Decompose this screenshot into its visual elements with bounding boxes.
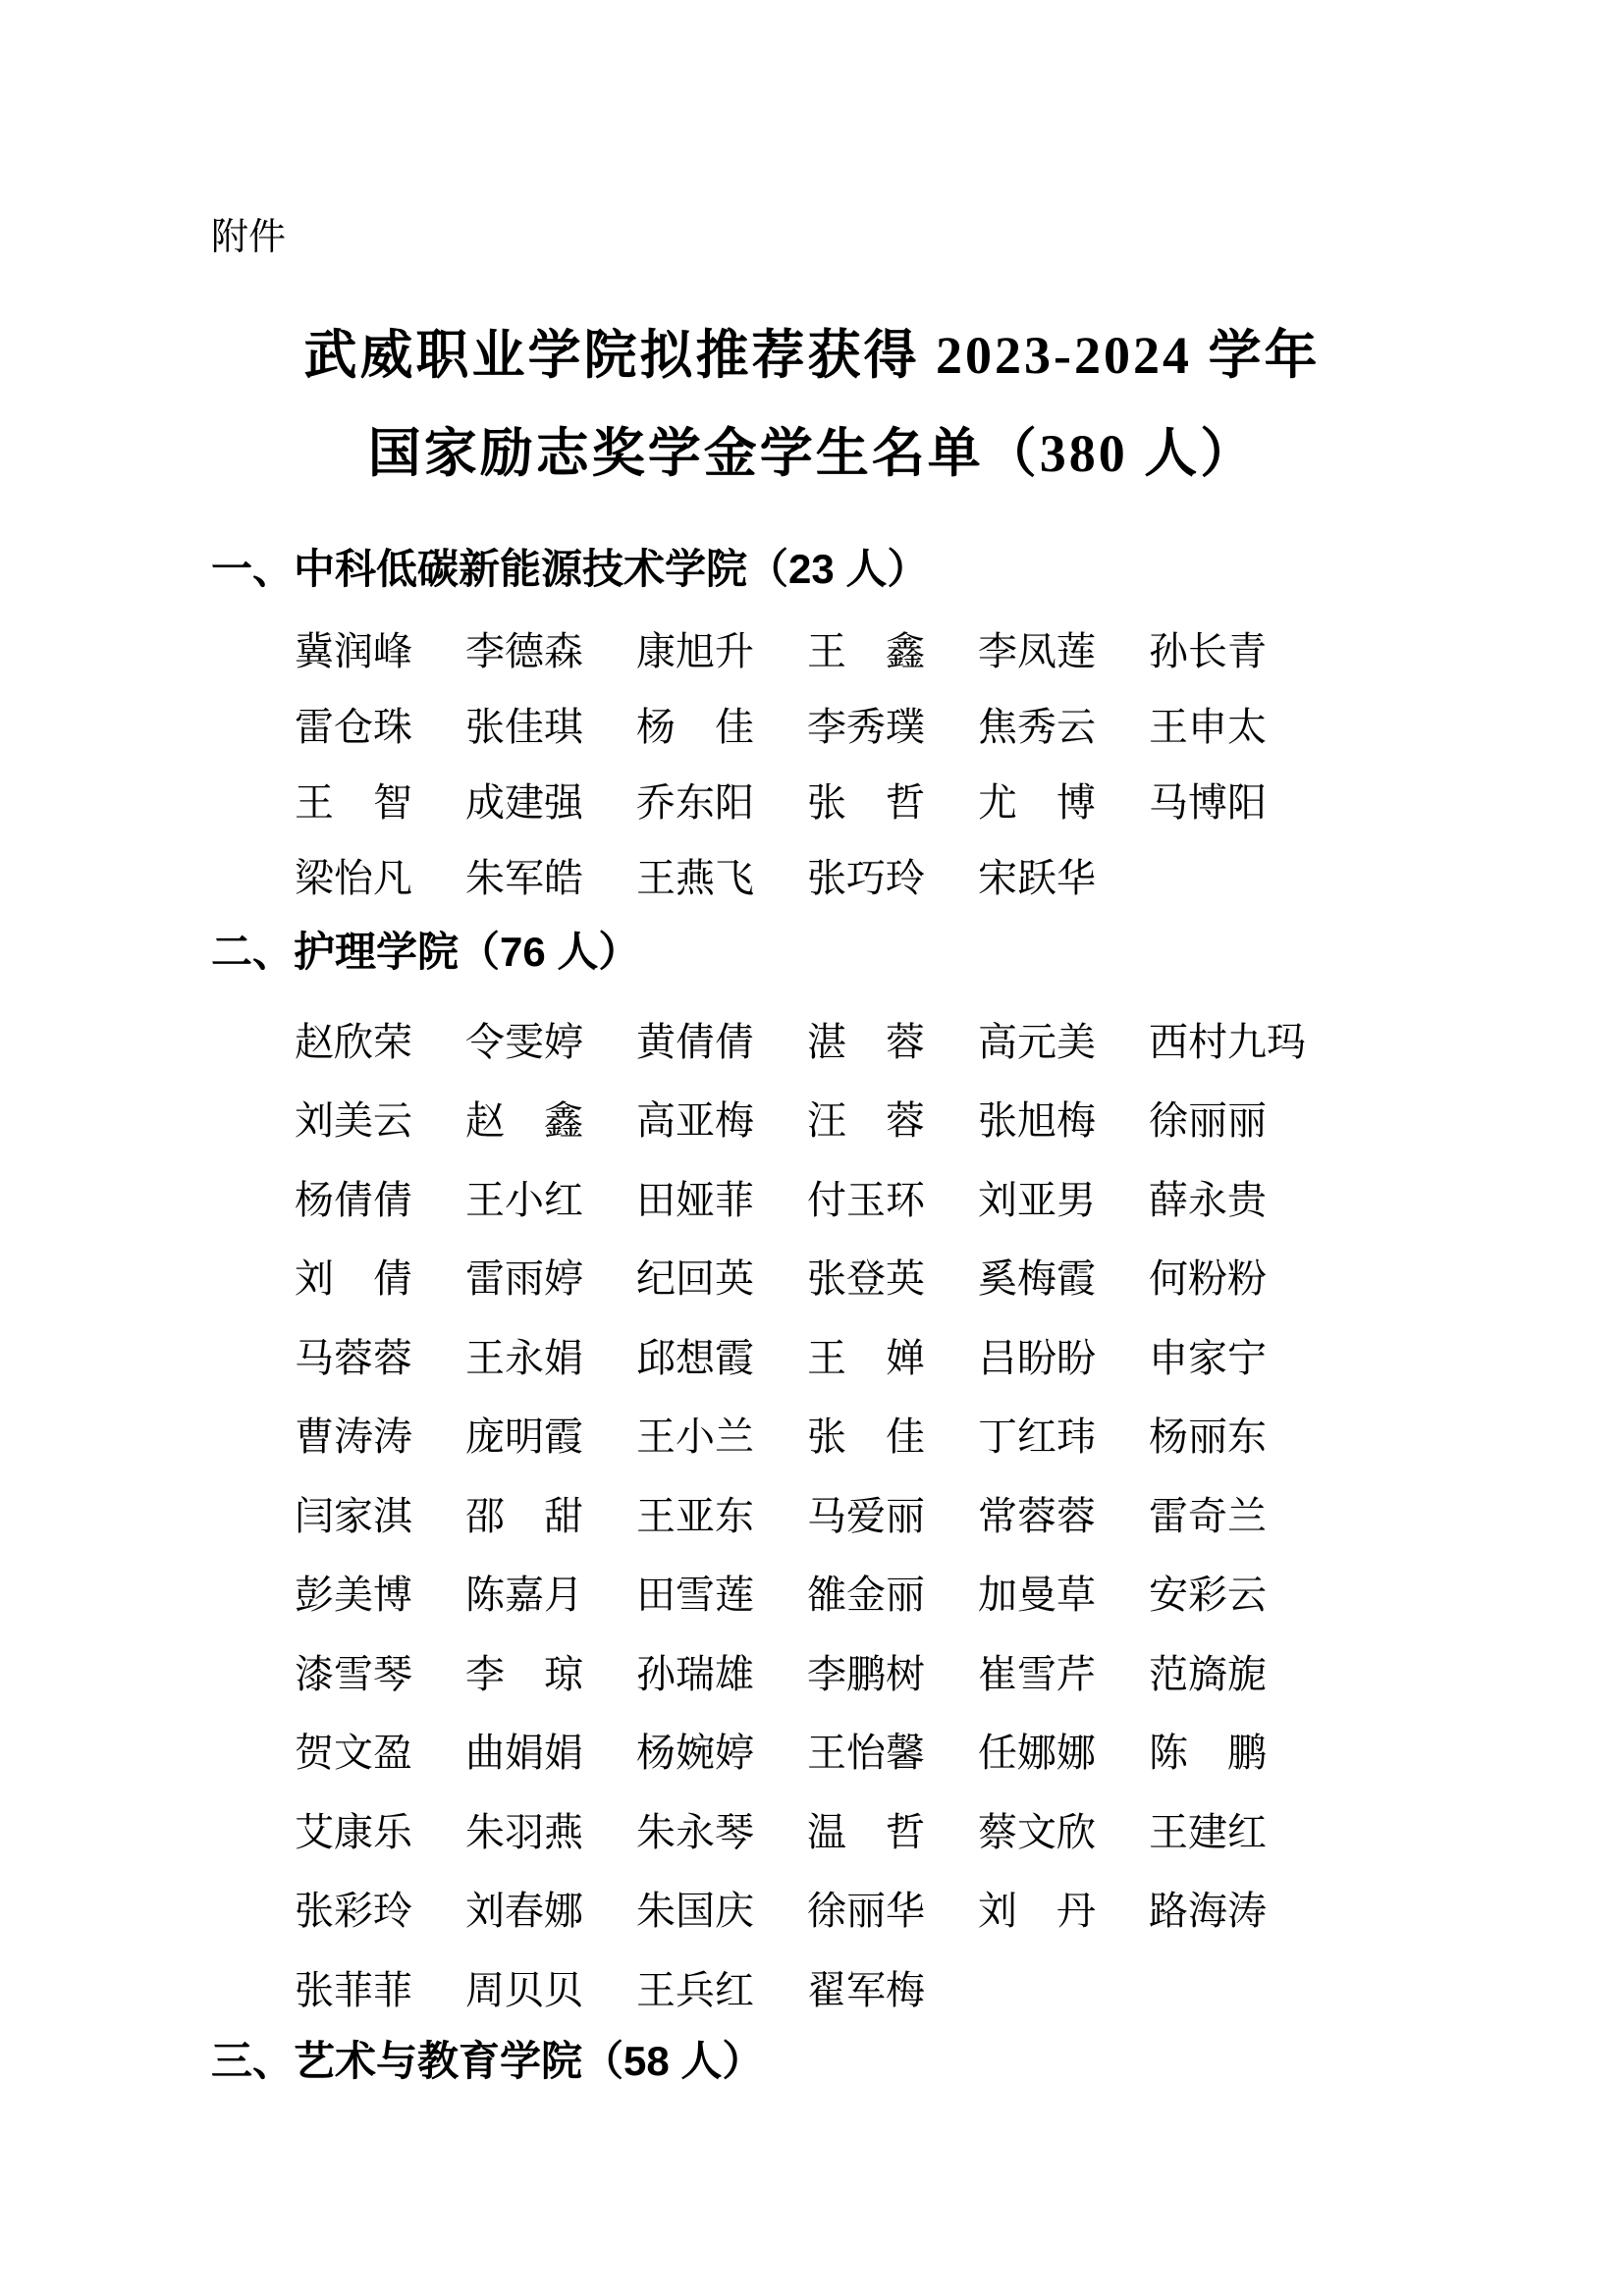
name-row xyxy=(295,1079,1359,1158)
student-name: 李秀璞 xyxy=(807,705,925,749)
student-name: 朱羽燕 xyxy=(465,1809,583,1854)
student-name: 刘美云 xyxy=(295,1098,412,1144)
student-name: 曲娟娟 xyxy=(465,1731,583,1776)
student-name: 杨婉婷 xyxy=(636,1731,754,1776)
student-name: 范旖旎 xyxy=(1149,1651,1267,1696)
section-1-heading: 一、中科低碳新能源技术学院（23 人） xyxy=(211,546,929,592)
student-name: 张巧玲 xyxy=(807,856,925,900)
student-name: 安彩云 xyxy=(1149,1573,1267,1618)
student-name: 田雪莲 xyxy=(636,1573,754,1618)
student-name: 贺文盈 xyxy=(295,1731,412,1776)
student-name: 梁怡凡 xyxy=(295,856,412,900)
student-name: 乔东阳 xyxy=(636,780,754,825)
student-name: 李鹏树 xyxy=(807,1651,925,1696)
student-name: 张佳琪 xyxy=(465,705,583,749)
student-name: 丁红玮 xyxy=(978,1415,1096,1460)
name-row xyxy=(295,1869,1359,1949)
student-name: 冀润峰 xyxy=(295,629,412,673)
student-name: 蔡文欣 xyxy=(978,1809,1096,1854)
student-name: 孙长青 xyxy=(1149,629,1267,673)
student-name: 田娅菲 xyxy=(636,1177,754,1222)
student-name: 奚梅霞 xyxy=(978,1256,1096,1302)
attachment-label: 附件 xyxy=(211,217,287,258)
name-row xyxy=(295,1711,1359,1790)
student-name: 高亚梅 xyxy=(636,1098,754,1144)
student-name: 温 哲 xyxy=(807,1809,925,1854)
student-name: 周贝贝 xyxy=(465,1967,583,2012)
student-name: 庞明霞 xyxy=(465,1415,583,1460)
student-name: 艾康乐 xyxy=(295,1809,412,1854)
student-name: 王建红 xyxy=(1149,1809,1267,1854)
student-name: 赵 鑫 xyxy=(465,1098,583,1144)
student-name: 邵 甜 xyxy=(465,1493,583,1538)
student-name: 陈嘉月 xyxy=(465,1573,583,1618)
student-name: 雷仓珠 xyxy=(295,705,412,749)
name-row xyxy=(295,1631,1359,1711)
student-name: 杨倩倩 xyxy=(295,1177,412,1222)
name-row xyxy=(295,1157,1359,1237)
student-name: 王永娟 xyxy=(465,1335,583,1380)
name-row xyxy=(295,1395,1359,1474)
section-1-name-grid xyxy=(295,611,1320,913)
student-name: 湛 蓉 xyxy=(807,1019,925,1064)
student-name: 王 婵 xyxy=(807,1335,925,1380)
student-name: 朱永琴 xyxy=(636,1809,754,1854)
student-name: 张旭梅 xyxy=(978,1098,1096,1144)
student-name: 孙瑞雄 xyxy=(636,1651,754,1696)
student-name: 张 哲 xyxy=(807,780,925,825)
student-name: 刘 倩 xyxy=(295,1256,412,1302)
student-name: 薛永贵 xyxy=(1149,1177,1267,1222)
student-name: 杨丽东 xyxy=(1149,1415,1267,1460)
student-name: 李凤莲 xyxy=(978,629,1096,673)
student-name: 漆雪琴 xyxy=(295,1651,412,1696)
student-name: 王怡馨 xyxy=(807,1731,925,1776)
student-name: 路海涛 xyxy=(1149,1889,1267,1934)
name-row xyxy=(295,1553,1359,1632)
title-line-1: 武威职业学院拟推荐获得 2023-2024 学年 xyxy=(303,326,1321,385)
student-name: 王小兰 xyxy=(636,1415,754,1460)
document-title xyxy=(0,306,1624,503)
student-name: 雒金丽 xyxy=(807,1573,925,1618)
student-name: 彭美博 xyxy=(295,1573,412,1618)
student-name: 焦秀云 xyxy=(978,705,1096,749)
student-name: 王兵红 xyxy=(636,1967,754,2012)
student-name: 常蓉蓉 xyxy=(978,1493,1096,1538)
section-2-name-grid xyxy=(295,999,1359,2027)
title-line-2: 国家励志奖学金学生名单（380 人） xyxy=(367,424,1257,483)
section-3-heading: 三、艺术与教育学院（58 人） xyxy=(211,2038,764,2084)
section-2-heading: 二、护理学院（76 人） xyxy=(211,929,640,975)
student-name: 陈 鹏 xyxy=(1149,1731,1267,1776)
student-name: 徐丽华 xyxy=(807,1889,925,1934)
student-name: 邱想霞 xyxy=(636,1335,754,1380)
student-name: 雷雨婷 xyxy=(465,1256,583,1302)
name-row xyxy=(295,611,1320,686)
student-name: 高元美 xyxy=(978,1019,1096,1064)
student-name: 黄倩倩 xyxy=(636,1019,754,1064)
name-row xyxy=(295,1789,1359,1869)
student-name: 翟军梅 xyxy=(807,1967,925,2012)
student-name: 崔雪芹 xyxy=(978,1651,1096,1696)
student-name: 付玉环 xyxy=(807,1177,925,1222)
student-name: 王燕飞 xyxy=(636,856,754,900)
name-row xyxy=(295,999,1359,1079)
student-name: 何粉粉 xyxy=(1149,1256,1267,1302)
student-name: 朱军皓 xyxy=(465,856,583,900)
student-name: 西村九玛 xyxy=(1149,1019,1306,1064)
student-name: 宋跃华 xyxy=(978,856,1096,900)
student-name: 纪回英 xyxy=(636,1256,754,1302)
student-name: 张 佳 xyxy=(807,1415,925,1460)
student-name: 任娜娜 xyxy=(978,1731,1096,1776)
student-name: 马爱丽 xyxy=(807,1493,925,1538)
student-name: 王小红 xyxy=(465,1177,583,1222)
student-name: 朱国庆 xyxy=(636,1889,754,1934)
name-row xyxy=(295,1315,1359,1395)
student-name: 刘 丹 xyxy=(978,1889,1096,1934)
student-name: 杨 佳 xyxy=(636,705,754,749)
name-row xyxy=(295,686,1320,762)
student-name: 张登英 xyxy=(807,1256,925,1302)
student-name: 曹涛涛 xyxy=(295,1415,412,1460)
student-name: 闫家淇 xyxy=(295,1493,412,1538)
student-name: 刘春娜 xyxy=(465,1889,583,1934)
student-name: 马蓉蓉 xyxy=(295,1335,412,1380)
student-name: 令雯婷 xyxy=(465,1019,583,1064)
student-name: 李 琼 xyxy=(465,1651,583,1696)
student-name: 申家宁 xyxy=(1149,1335,1267,1380)
name-row xyxy=(295,1948,1359,2027)
student-name: 雷奇兰 xyxy=(1149,1493,1267,1538)
student-name: 成建强 xyxy=(465,780,583,825)
student-name: 赵欣荣 xyxy=(295,1019,412,1064)
student-name: 李德森 xyxy=(465,629,583,673)
student-name: 张菲菲 xyxy=(295,1967,412,2012)
student-name: 吕盼盼 xyxy=(978,1335,1096,1380)
name-row xyxy=(295,1473,1359,1553)
student-name: 马博阳 xyxy=(1149,780,1267,825)
student-name: 加曼草 xyxy=(978,1573,1096,1618)
student-name: 张彩玲 xyxy=(295,1889,412,1934)
student-name: 刘亚男 xyxy=(978,1177,1096,1222)
student-name: 王 智 xyxy=(295,780,412,825)
student-name: 尤 博 xyxy=(978,780,1096,825)
student-name: 汪 蓉 xyxy=(807,1098,925,1144)
name-row xyxy=(295,1237,1359,1316)
student-name: 康旭升 xyxy=(636,629,754,673)
student-name: 王亚东 xyxy=(636,1493,754,1538)
student-name: 王 鑫 xyxy=(807,629,925,673)
name-row xyxy=(295,837,1320,913)
student-name: 徐丽丽 xyxy=(1149,1098,1267,1144)
name-row xyxy=(295,762,1320,837)
student-name: 王申太 xyxy=(1149,705,1267,749)
